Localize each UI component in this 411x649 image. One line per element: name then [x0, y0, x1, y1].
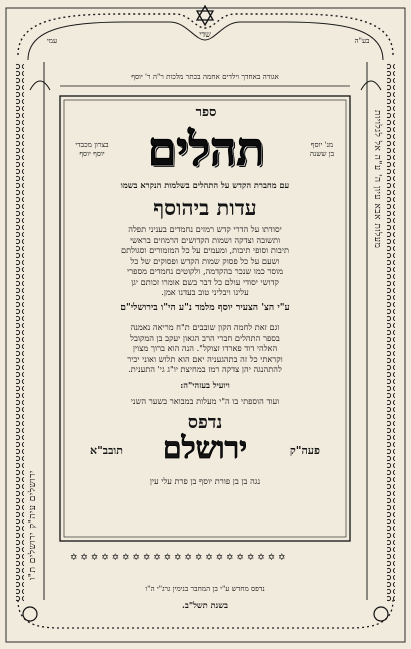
left-note-line: בצרון מכבדי: [75, 140, 109, 149]
description-line: ושעם על כל פסוק שמות הקדש ופסוקים של כל: [130, 255, 280, 266]
description-line: תיבות וסופי תיבות, ומעמים על כל המזמורים וסגולתם: [121, 245, 289, 255]
place-right-word: פעה"ק: [289, 444, 320, 457]
star-row: [70, 553, 286, 563]
extras-line: האלהי דוד פארדו זצוקל". הנה הוא ברוך מצוין: [132, 343, 278, 353]
description: [68, 224, 342, 298]
extras-line: וגם זאת לחמה הקון שובבים ת"ח מריאה נאמנה: [130, 322, 280, 332]
extras-end: ויועיל בעזהי"ה:: [180, 380, 230, 390]
extras-line: להתהנגה יהן צדקה רמז במחיצת יו"ג גי' התענית.: [128, 364, 282, 374]
place-city: ירושלם: [162, 431, 248, 466]
star-of-david-icon: [197, 6, 213, 25]
description-line: ותשובה וצדקה ושמות הקדושים הרמוזים בראשי: [129, 234, 281, 245]
footer-line-2: בשנת תשל"ב.: [182, 600, 228, 610]
book-title: תהלים: [147, 122, 265, 176]
place-block: [90, 432, 320, 472]
description-line: יסודתו על הדרי קדש רמזים נחמדים בעניני תפלה: [128, 224, 282, 234]
printer-line: נגה בן בן פורת יוסף בן פרת עלי עין: [149, 476, 261, 486]
description-line: מוסר כמו שנכר בהקדמה, ולקוטים נחמדים מספרי: [127, 266, 283, 276]
subtitle: עדות ביהוסף: [153, 195, 257, 220]
svg-text:✡ ✡ ✡ ✡ ✡ ✡ ✡ ✡ ✡ ✡ ✡ ✡ ✡ ✡ ✡: ✡ ✡ ✡ ✡ ✡ ✡ ✡ ✡ ✡ ✡ ✡ ✡ ✡ ✡ ✡ ✡ ✡ ✡ ✡ ✡ ✡: [70, 553, 286, 563]
extras-line: וקראתי כל זה בתהגעניה יאם הוא תלוש ואוני יכיר: [127, 353, 283, 364]
ascents-line: ועוד הוספתי בו ה"י מעלות במבואר בשער השני: [130, 396, 280, 406]
extras-line: בספר התהלים חברי הרב הגאון יעקב בן המקובל: [130, 332, 280, 343]
dedication-line: אגודה באחדך וילדים אחמה בכתר מלכות ר"ה ר' יוסף: [131, 72, 279, 81]
description-line: קדושי יסודי עולם כל דבר בשם אומרו זכותם יגן: [131, 276, 279, 287]
right-note-line: בן ששנה: [309, 149, 335, 158]
extras: [68, 322, 342, 375]
printed-label: נדפס: [187, 412, 223, 433]
right-note-line: מנ' יוסף: [310, 140, 334, 149]
footer-line-1: נדפס מחדש ע"י בן המחבר בנימין גרג"י ה"ו: [145, 584, 265, 593]
subtitle-line: עם מחברת הקדש על התהלים בשלמות הנקרא בשמו: [120, 180, 290, 190]
top-right-corner-text: בע"ה: [354, 36, 370, 45]
place-left-word: תובב"א: [90, 444, 123, 457]
left-note: [66, 140, 118, 158]
right-note: [298, 140, 346, 158]
crest-label: שדי: [199, 30, 211, 39]
left-note-line: יוסף יוסף: [79, 149, 105, 158]
top-left-corner-text: עמי: [46, 36, 58, 45]
right-side-text: מעלות אבא עיון ה' ע"ה אל לגלויות: [372, 110, 382, 249]
book-label: ספר: [195, 105, 217, 120]
description-line: עלינו ויבליני טוב בעדנו אמן.: [161, 287, 249, 297]
author-line: ע"י הצ' הצעיר יוסף מלמד נ"ע הי"ו בירושלי"ם: [120, 302, 290, 313]
left-side-text: ירושלים עיה"ק ירושלים ת"ו: [28, 470, 38, 580]
